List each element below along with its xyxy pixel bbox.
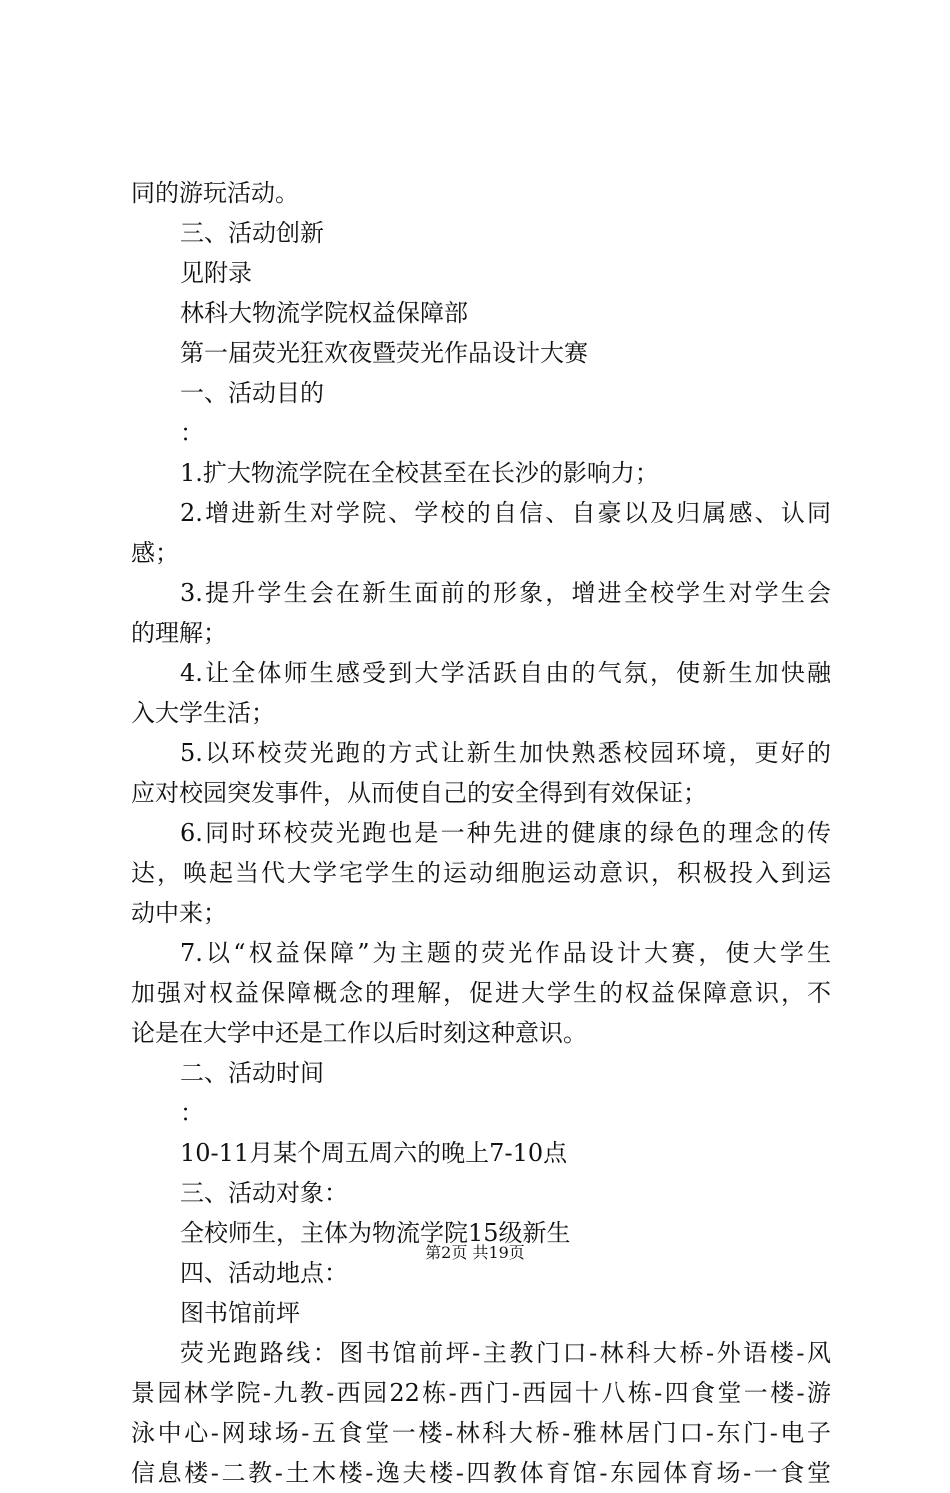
section-heading: 四、活动地点：	[180, 1259, 348, 1287]
text-line: 同的游玩活动。	[131, 179, 299, 207]
section-heading: 一、活动目的	[180, 379, 324, 407]
list-item: 5.以环校荧光跑的方式让新生加快熟悉校园环境，更好的	[180, 739, 831, 767]
text-line: 全校师生，主体为物流学院15级新生	[180, 1219, 571, 1247]
route-line: 景园林学院-九教-西园22栋-西门-西园十八栋-四食堂一楼-游	[131, 1379, 831, 1407]
list-item: 3.提升学生会在新生面前的形象，增进全校学生对学生会	[180, 579, 831, 607]
text-line: 感；	[131, 539, 179, 567]
section-heading: 三、活动创新	[180, 219, 324, 247]
document-title: 第一届荧光狂欢夜暨荧光作品设计大赛	[180, 339, 588, 367]
route-line: 荧光跑路线：图书馆前坪-主教门口-林科大桥-外语楼-风	[180, 1339, 831, 1367]
route-line: 信息楼-二教-土木楼-逸夫楼-四教体育馆-东园体育场-一食堂	[131, 1459, 831, 1487]
route-line: 泳中心-网球场-五食堂一楼-林科大桥-雅林居门口-东门-电子	[131, 1419, 831, 1447]
text-line: 10-11月某个周五周六的晚上7-10点	[180, 1139, 568, 1167]
text-line: 见附录	[180, 259, 252, 287]
text-line: ：	[180, 419, 204, 447]
text-line: 的理解；	[131, 619, 227, 647]
text-line: 图书馆前坪	[180, 1299, 300, 1327]
text-line: 加强对权益保障概念的理解，促进大学生的权益保障意识，不	[131, 979, 831, 1007]
document-body	[131, 173, 831, 1493]
list-item: 4.让全体师生感受到大学活跃自由的气氛，使新生加快融	[180, 659, 831, 687]
text-line: 应对校园突发事件，从而使自己的安全得到有效保证；	[131, 779, 707, 807]
list-item: 1.扩大物流学院在全校甚至在长沙的影响力；	[180, 459, 659, 487]
section-heading: 二、活动时间	[180, 1059, 324, 1087]
list-item: 7.以“权益保障”为主题的荧光作品设计大赛，使大学生	[180, 939, 831, 967]
page-number-footer: 第2页 共19页	[425, 1243, 525, 1262]
list-item: 2.增进新生对学院、学校的自信、自豪以及归属感、认同	[180, 499, 831, 527]
section-heading: 三、活动对象：	[180, 1179, 348, 1207]
document-title: 林科大物流学院权益保障部	[180, 299, 468, 327]
text-line: ：	[180, 1099, 204, 1127]
text-line: 论是在大学中还是工作以后时刻这种意识。	[131, 1019, 587, 1047]
text-line: 达，唤起当代大学宅学生的运动细胞运动意识，积极投入到运	[131, 859, 831, 887]
text-line: 动中来；	[131, 899, 227, 927]
list-item: 6.同时环校荧光跑也是一种先进的健康的绿色的理念的传	[180, 819, 831, 847]
text-line: 入大学生活；	[131, 699, 275, 727]
